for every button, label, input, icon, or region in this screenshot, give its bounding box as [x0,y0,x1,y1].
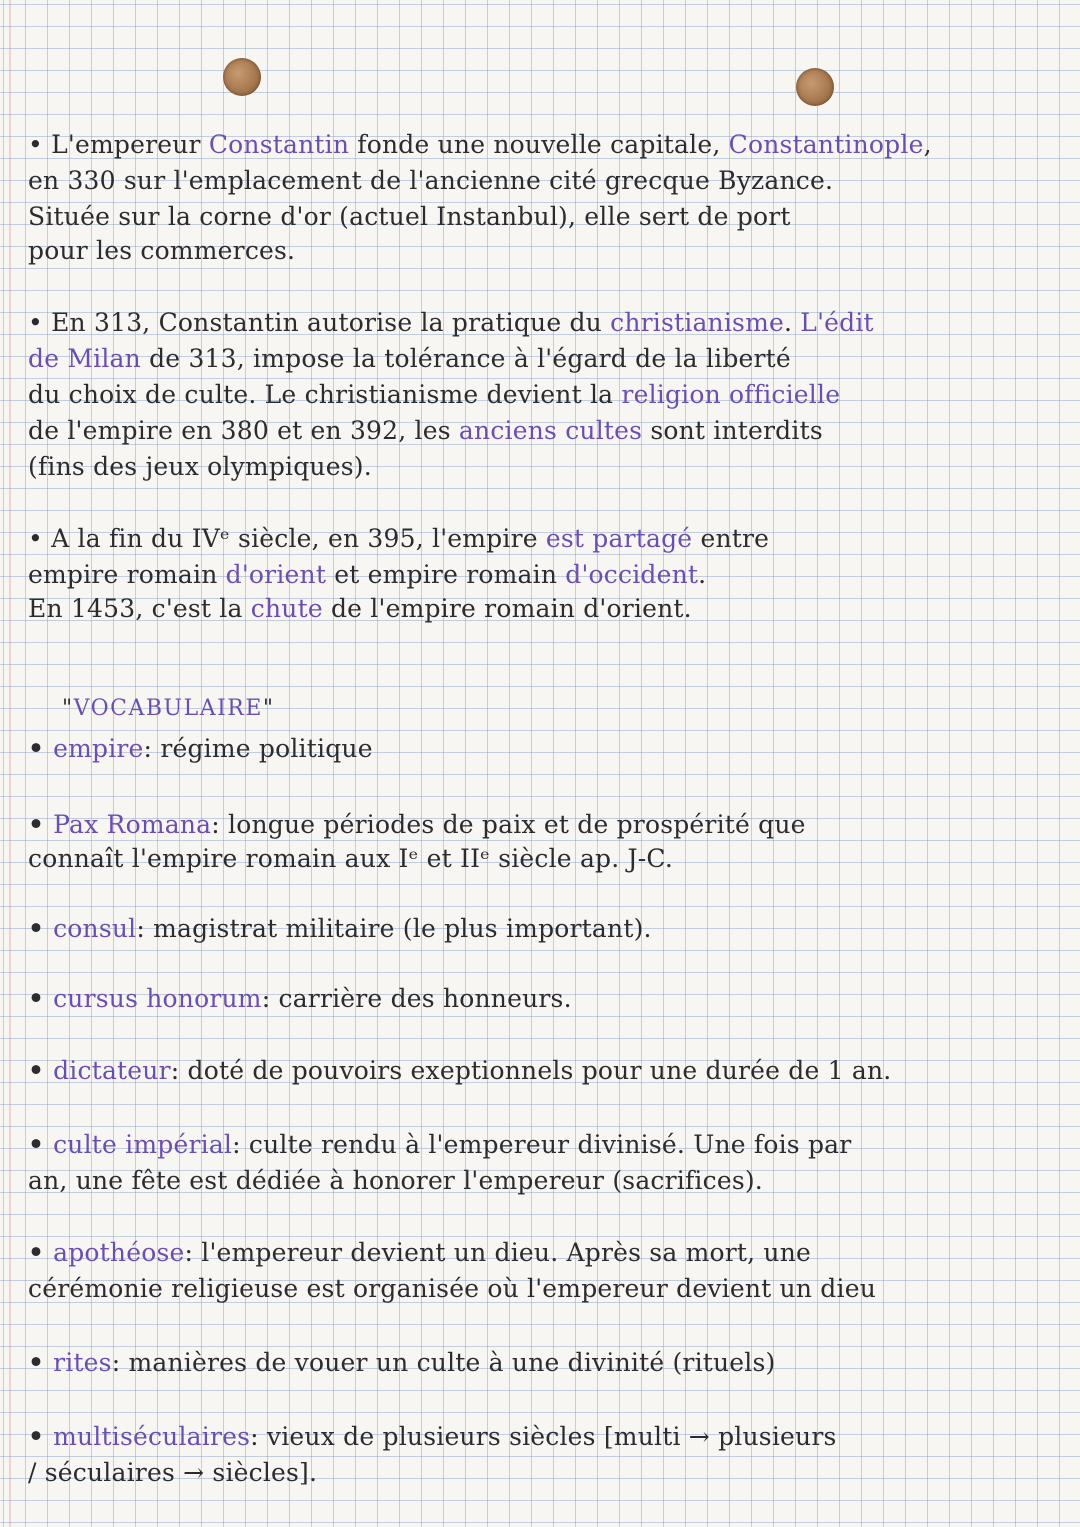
vocab-entry-rites: • rites: manières de vouer un culte à une divinité (rituels) [28,1348,776,1377]
paragraph-1-line-2: en 330 sur l'emplacement de l'ancienne cité grecque Byzance. [28,166,834,195]
vocab-term: dictateur [53,1056,171,1085]
vocabulary-heading: "VOCABULAIRE" [62,696,275,721]
vocab-term: apothéose [53,1238,185,1267]
paragraph-3-line-2: empire romain d'orient et empire romain d'occident. [28,560,707,589]
vocab-entry-apotheose-continuation: cérémonie religieuse est organisée où l'empereur devient un dieu [28,1274,876,1303]
vocab-entry-multiseculaires: • multiséculaires: vieux de plusieurs siècles [multi → plusieurs [28,1422,837,1451]
vocab-entry-cursus-honorum: • cursus honorum: carrière des honneurs. [28,984,572,1013]
margin-line [9,0,11,1527]
vocab-term: rites [53,1348,112,1377]
paragraph-2-line-5: (fins des jeux olympiques). [28,452,372,481]
paragraph-2-line-1: • En 313, Constantin autorise la pratique du christianisme. L'édit [28,308,874,337]
vocab-entry-culte-imperial: • culte impérial: culte rendu à l'empereur divinisé. Une fois par [28,1130,852,1159]
vocab-term: empire [53,734,144,763]
paragraph-2-line-2: de Milan de 313, impose la tolérance à l'égard de la liberté [28,344,791,373]
vocab-entry-empire: • empire: régime politique [28,734,373,763]
punch-hole-right [796,68,834,106]
paragraph-3-line-1: • A la fin du IVᵉ siècle, en 395, l'empire est partagé entre [28,524,770,553]
vocab-term: cursus honorum [53,984,262,1013]
paragraph-2-line-4: de l'empire en 380 et en 392, les anciens cultes sont interdits [28,416,823,445]
punch-hole-left [223,58,261,96]
vocab-entry-pax-romana-continuation: connaît l'empire romain aux Iᵉ et IIᵉ siècle ap. J-C. [28,844,673,873]
paragraph-1-line-3: Située sur la corne d'or (actuel Instanbul), elle sert de port [28,202,791,231]
vocab-entry-apotheose: • apothéose: l'empereur devient un dieu. Après sa mort, une [28,1238,812,1267]
paragraph-3-line-3: En 1453, c'est la chute de l'empire romain d'orient. [28,594,692,623]
vocab-term: consul [53,914,137,943]
vocab-entry-pax-romana: • Pax Romana: longue périodes de paix et de prospérité que [28,810,806,839]
vocab-entry-consul: • consul: magistrat militaire (le plus important). [28,914,652,943]
vocab-term: multiséculaires [53,1422,251,1451]
vocab-term: culte impérial [53,1130,233,1159]
paragraph-1-line-1: • L'empereur Constantin fonde une nouvelle capitale, Constantinople, [28,130,932,159]
vocab-entry-culte-imperial-continuation: an, une fête est dédiée à honorer l'empereur (sacrifices). [28,1166,763,1195]
paragraph-1-line-4: pour les commerces. [28,236,296,265]
vocab-entry-multiseculaires-continuation: / séculaires → siècles]. [28,1458,318,1487]
vocab-term: Pax Romana [53,810,212,839]
paragraph-2-line-3: du choix de culte. Le christianisme devient la religion officielle [28,380,841,409]
vocab-entry-dictateur: • dictateur: doté de pouvoirs exeptionnels pour une durée de 1 an. [28,1056,892,1085]
